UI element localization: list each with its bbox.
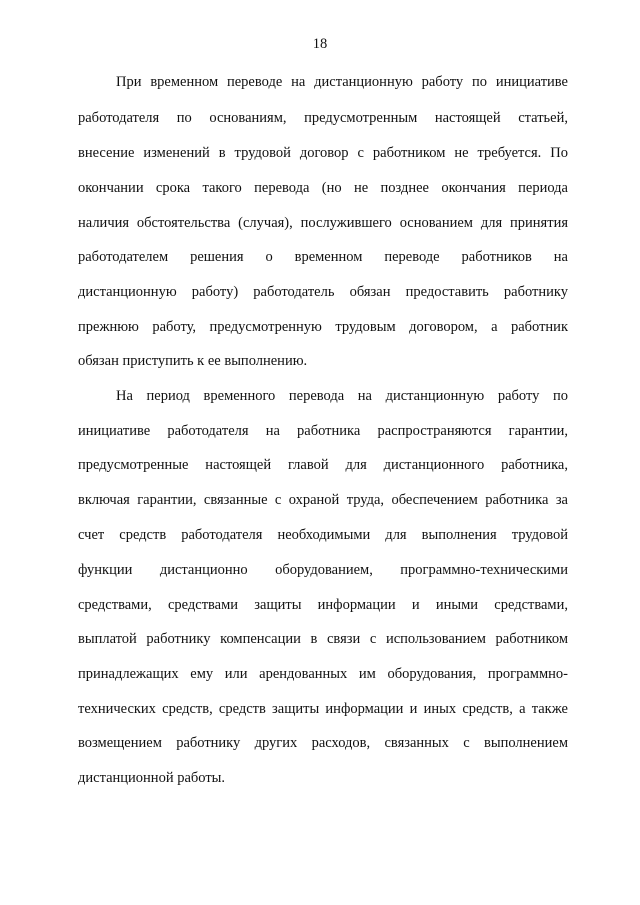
paragraph-2-line-7: средствами, средствами защиты информации и иными средствами,: [78, 597, 568, 613]
page-number: 18: [312, 36, 328, 52]
paragraph-1-line-3: внесение изменений в трудовой договор с работником не требуется. По: [78, 145, 568, 161]
paragraph-2-line-9: принадлежащих ему или арендованных им оборудования, программно-: [78, 666, 568, 682]
paragraph-2-line-6: функции дистанционно оборудованием, программно-техническими: [78, 562, 568, 578]
paragraph-1-line-1: При временном переводе на дистанционную работу по инициативе: [116, 74, 568, 90]
paragraph-1-line-6: работодателем решения о временном переводе работников на: [78, 249, 568, 265]
paragraph-2-line-5: счет средств работодателя необходимыми для выполнения трудовой: [78, 527, 568, 543]
paragraph-1-line-7: дистанционную работу) работодатель обязан предоставить работнику: [78, 284, 568, 300]
paragraph-1-line-4: окончании срока такого перевода (но не позднее окончания периода: [78, 180, 568, 196]
paragraph-1-line-5: наличия обстоятельства (случая), послужившего основанием для принятия: [78, 215, 568, 231]
paragraph-2-line-4: включая гарантии, связанные с охраной труда, обеспечением работника за: [78, 492, 568, 508]
paragraph-2-line-8: выплатой работнику компенсации в связи с использованием работником: [78, 631, 568, 647]
paragraph-2-line-11: возмещением работнику других расходов, связанных с выполнением: [78, 735, 568, 751]
paragraph-2-line-10: технических средств, средств защиты информации и иных средств, а также: [78, 701, 568, 717]
paragraph-1-line-9: обязан приступить к ее выполнению.: [78, 353, 308, 369]
paragraph-2-line-3: предусмотренные настоящей главой для дистанционного работника,: [78, 457, 568, 473]
paragraph-2-line-2: инициативе работодателя на работника распространяются гарантии,: [78, 423, 568, 439]
paragraph-2-line-12: дистанционной работы.: [78, 770, 226, 786]
paragraph-2-line-1: На период временного перевода на дистанционную работу по: [116, 388, 568, 404]
paragraph-1-line-8: прежнюю работу, предусмотренную трудовым договором, а работник: [78, 319, 568, 335]
paragraph-1-line-2: работодателя по основаниям, предусмотренным настоящей статьей,: [78, 110, 568, 126]
